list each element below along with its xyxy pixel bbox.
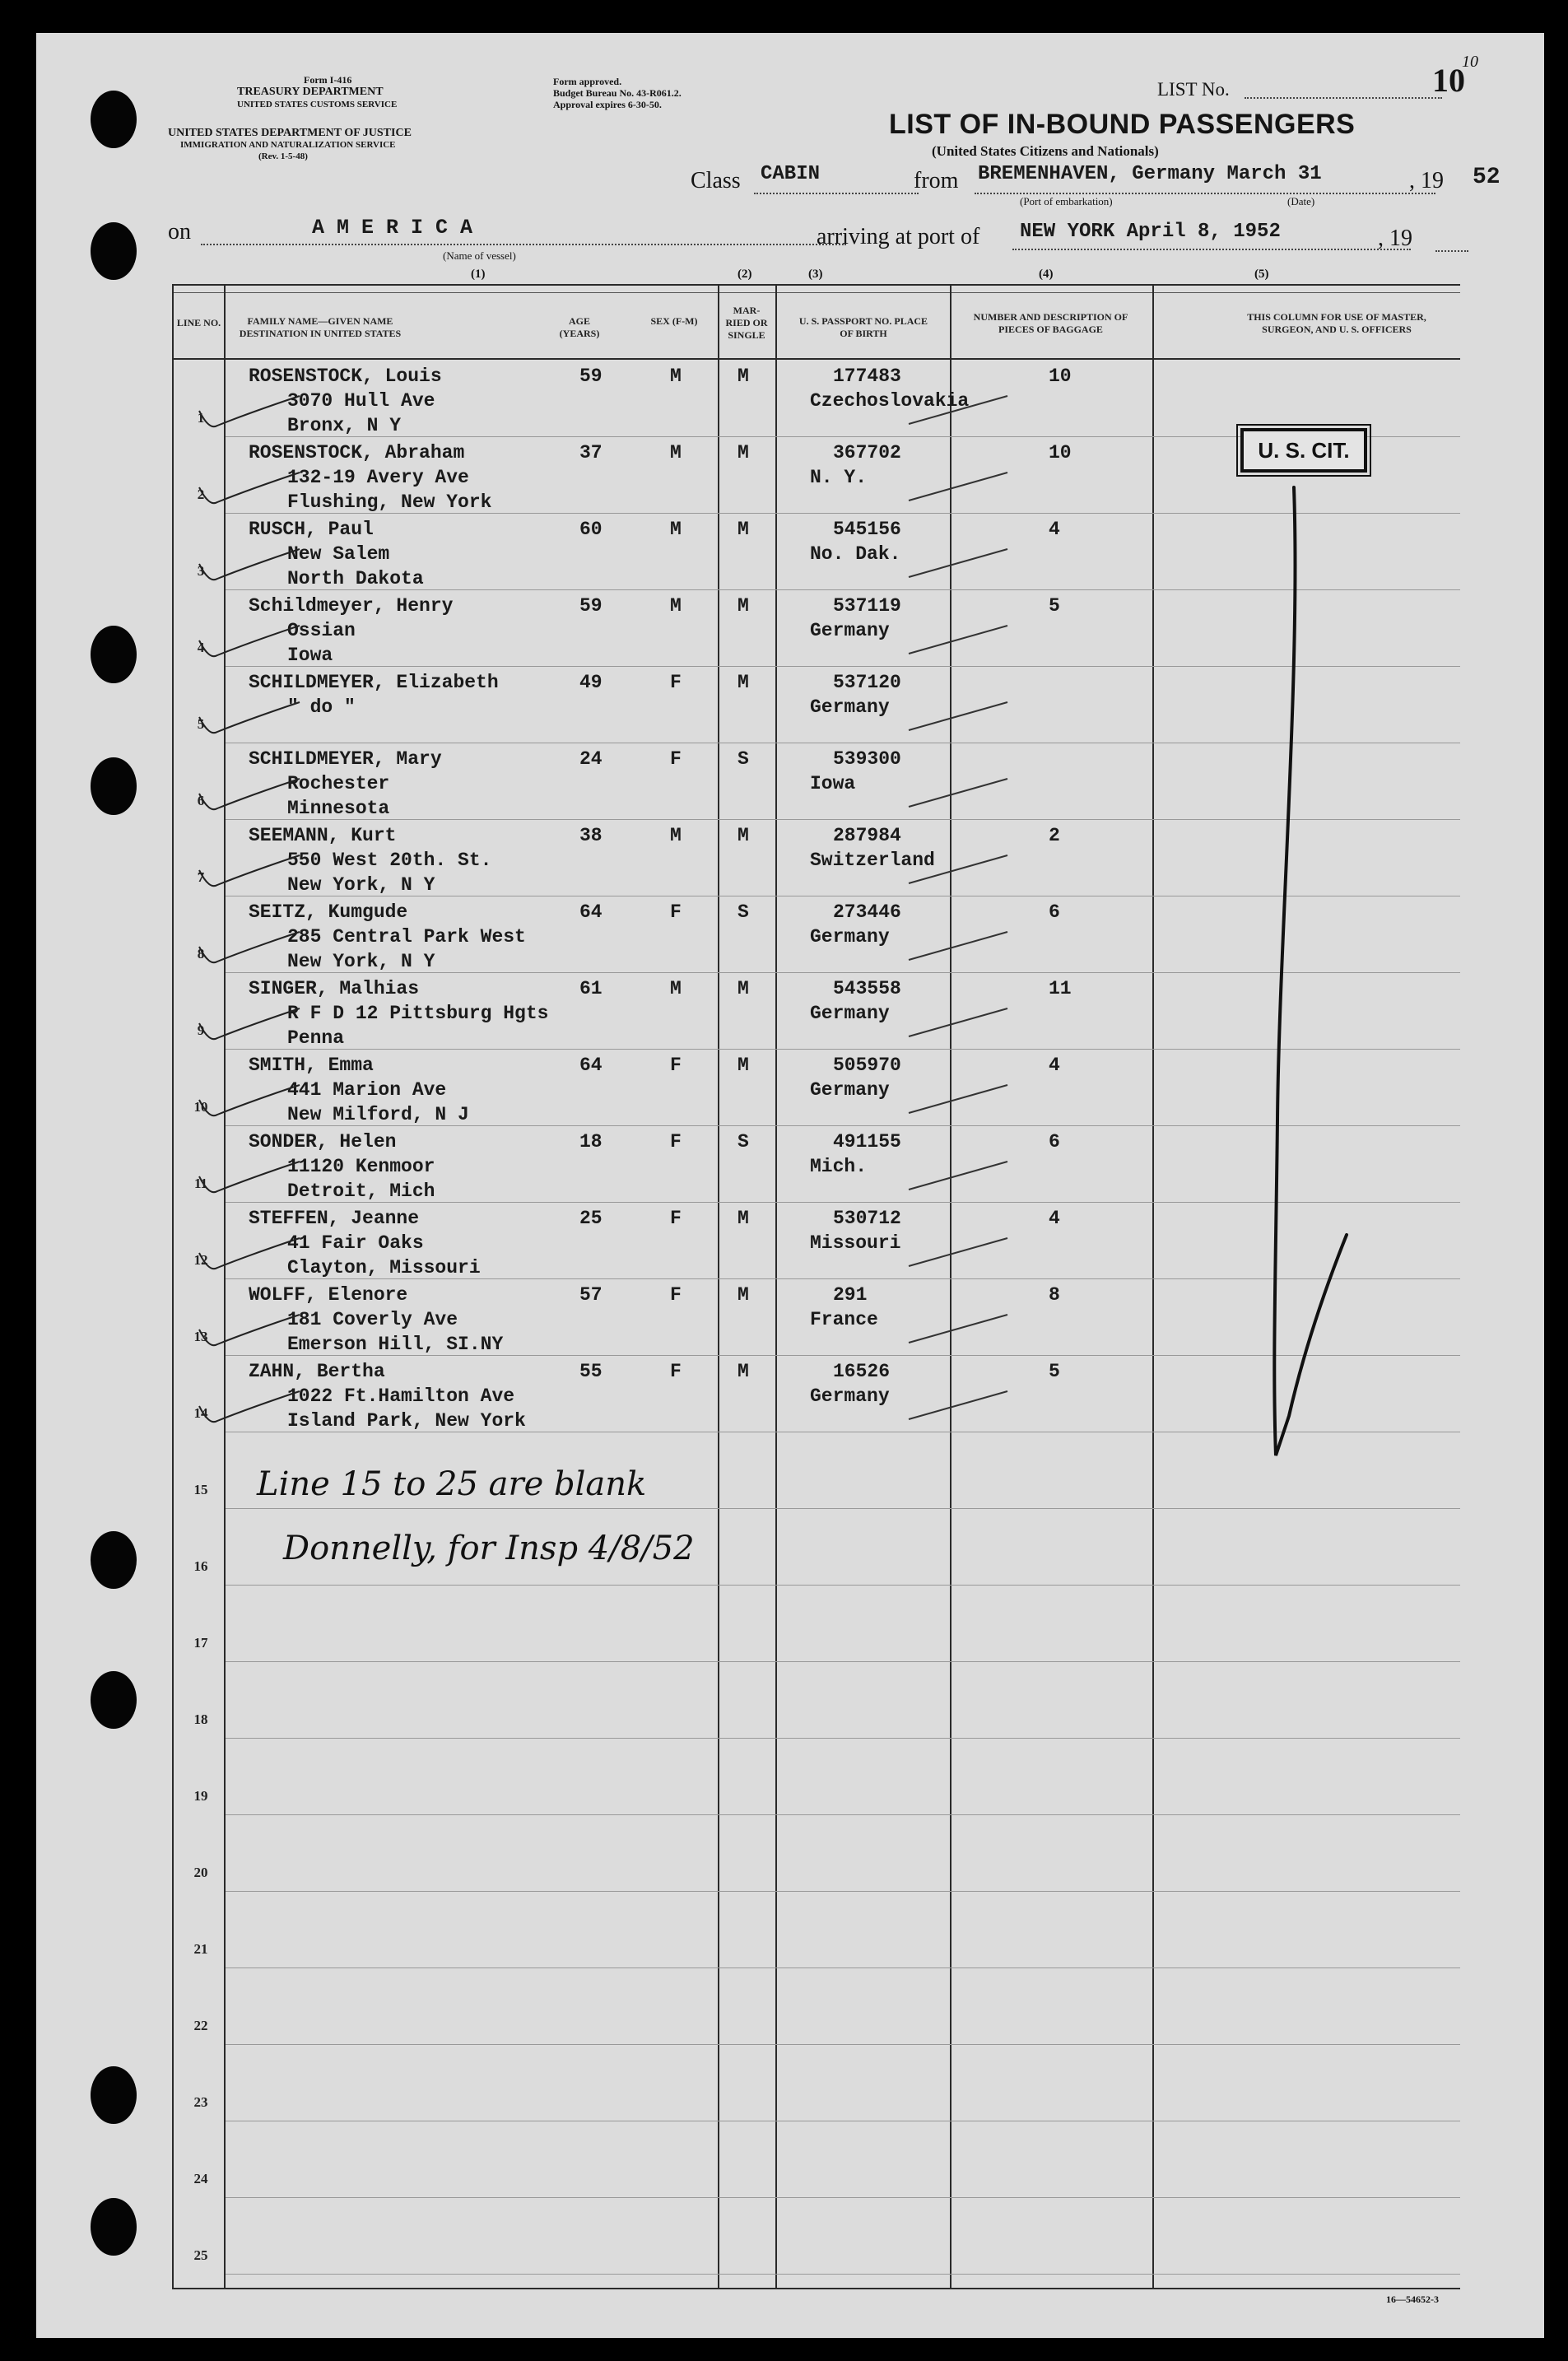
tick-mark bbox=[199, 1162, 300, 1192]
treasury-department: TREASURY DEPARTMENT bbox=[237, 86, 384, 98]
tick-mark bbox=[909, 1008, 1007, 1036]
passenger-sex: F bbox=[670, 1055, 682, 1076]
place-of-birth: Germany bbox=[810, 696, 890, 718]
passenger-age: 18 bbox=[579, 1131, 603, 1153]
tick-mark bbox=[909, 1085, 1007, 1113]
line-number: 6 bbox=[197, 793, 205, 808]
passenger-sex: F bbox=[670, 1284, 682, 1306]
tick-mark bbox=[909, 1391, 1007, 1419]
passenger-age: 60 bbox=[579, 519, 603, 540]
baggage-count: 10 bbox=[1049, 366, 1072, 387]
passenger-marital-status: S bbox=[737, 901, 749, 923]
passport-number: 543558 bbox=[833, 978, 901, 999]
list-no-handwritten: 10 bbox=[1462, 53, 1478, 71]
tick-mark bbox=[199, 396, 300, 426]
passenger-age: 64 bbox=[579, 901, 603, 923]
passport-number: 545156 bbox=[833, 519, 901, 540]
passenger-address: Iowa bbox=[287, 645, 333, 666]
footer-code: 16—54652-3 bbox=[1386, 2293, 1439, 2305]
place-of-birth: Czechoslovakia bbox=[810, 390, 970, 412]
passenger-sex: M bbox=[670, 442, 682, 463]
passenger-age: 61 bbox=[579, 978, 603, 999]
line-number: 1 bbox=[197, 410, 205, 426]
header-baggage: NUMBER AND DESCRIPTION OF PIECES OF BAGGAGE bbox=[973, 311, 1128, 335]
baggage-count: 5 bbox=[1049, 595, 1060, 617]
immigration-service: IMMIGRATION AND NATURALIZATION SERVICE bbox=[180, 140, 396, 150]
form-number: Form I-416 bbox=[304, 74, 352, 86]
line-number: 12 bbox=[193, 1252, 208, 1268]
line-number: 23 bbox=[193, 2094, 208, 2110]
place-of-birth: Mich. bbox=[810, 1156, 868, 1177]
tick-mark bbox=[199, 1085, 300, 1115]
year-prefix: , 19 bbox=[1409, 168, 1444, 193]
officer-check-mark bbox=[1221, 477, 1353, 1465]
header-line-no: LINE NO. bbox=[176, 317, 221, 328]
baggage-count: 6 bbox=[1049, 1131, 1060, 1153]
passenger-name: RUSCH, Paul bbox=[249, 519, 374, 540]
baggage-count: 2 bbox=[1049, 825, 1060, 846]
line-number: 3 bbox=[197, 563, 205, 579]
passenger-address: 550 West 20th. St. bbox=[287, 850, 492, 871]
baggage-count: 8 bbox=[1049, 1284, 1060, 1306]
line-number: 25 bbox=[193, 2247, 208, 2263]
passenger-age: 49 bbox=[579, 672, 603, 693]
line-number: 2 bbox=[197, 487, 205, 502]
binder-hole bbox=[91, 2198, 137, 2256]
handwritten-note: Line 15 to 25 are blank bbox=[257, 1465, 647, 1503]
line-number: 5 bbox=[197, 716, 205, 732]
passenger-marital-status: M bbox=[737, 825, 749, 846]
binder-hole bbox=[91, 626, 137, 683]
column-number: (4) bbox=[1039, 268, 1054, 281]
passenger-sex: F bbox=[670, 1361, 682, 1382]
place-of-birth: France bbox=[810, 1309, 878, 1330]
passenger-marital-status: M bbox=[737, 672, 749, 693]
passenger-sex: M bbox=[670, 978, 682, 999]
passenger-name: SCHILDMEYER, Elizabeth bbox=[249, 672, 499, 693]
passport-number: 177483 bbox=[833, 366, 901, 387]
customs-service: UNITED STATES CUSTOMS SERVICE bbox=[237, 100, 398, 109]
passenger-address: 1022 Ft.Hamilton Ave bbox=[287, 1385, 515, 1407]
passport-number: 537119 bbox=[833, 595, 901, 617]
from-label: from bbox=[914, 168, 959, 193]
tick-mark bbox=[199, 1008, 300, 1039]
column-number: (1) bbox=[471, 268, 486, 281]
embarkation-value: BREMENHAVEN, Germany March 31 bbox=[978, 163, 1322, 185]
passenger-sex: M bbox=[670, 519, 682, 540]
passenger-marital-status: S bbox=[737, 748, 749, 770]
passport-number: 537120 bbox=[833, 672, 901, 693]
passenger-address: 441 Marion Ave bbox=[287, 1079, 447, 1101]
passenger-address: Clayton, Missouri bbox=[287, 1257, 481, 1278]
passenger-marital-status: M bbox=[737, 978, 749, 999]
vessel-caption: (Name of vessel) bbox=[443, 249, 516, 262]
passport-number: 273446 bbox=[833, 901, 901, 923]
tick-mark bbox=[909, 396, 1007, 424]
baggage-count: 4 bbox=[1049, 519, 1060, 540]
handwritten-tick-marks bbox=[184, 361, 1172, 1513]
passenger-marital-status: M bbox=[737, 595, 749, 617]
passenger-marital-status: M bbox=[737, 1208, 749, 1229]
tick-mark bbox=[909, 473, 1007, 501]
tick-mark bbox=[909, 855, 1007, 883]
passport-number: 539300 bbox=[833, 748, 901, 770]
line-number: 10 bbox=[193, 1099, 208, 1115]
place-of-birth: Germany bbox=[810, 620, 890, 641]
passenger-name: WOLFF, Elenore bbox=[249, 1284, 408, 1306]
passenger-sex: F bbox=[670, 748, 682, 770]
passenger-age: 37 bbox=[579, 442, 603, 463]
passport-number: 16526 bbox=[833, 1361, 891, 1382]
line-number: 9 bbox=[197, 1022, 205, 1038]
passenger-address: Island Park, New York bbox=[287, 1410, 526, 1432]
date-caption: (Date) bbox=[1287, 195, 1315, 207]
passenger-name: SONDER, Helen bbox=[249, 1131, 397, 1153]
tick-mark bbox=[909, 932, 1007, 960]
passport-number: 530712 bbox=[833, 1208, 901, 1229]
place-of-birth: Iowa bbox=[810, 773, 856, 794]
passenger-marital-status: M bbox=[737, 442, 749, 463]
passenger-address: New Milford, N J bbox=[287, 1104, 469, 1125]
passenger-address: New York, N Y bbox=[287, 874, 435, 896]
passenger-marital-status: S bbox=[737, 1131, 749, 1153]
form-approved: Form approved. bbox=[553, 76, 622, 87]
arriving-label: arriving at port of bbox=[817, 224, 980, 249]
tick-mark bbox=[199, 932, 300, 962]
passport-number: 291 bbox=[833, 1284, 868, 1306]
binder-hole bbox=[91, 222, 137, 280]
tick-mark bbox=[909, 549, 1007, 577]
binder-hole bbox=[91, 757, 137, 815]
embarkation-caption: (Port of embarkation) bbox=[1020, 195, 1113, 207]
passenger-address: Flushing, New York bbox=[287, 491, 492, 513]
header-age: AGE (YEARS) bbox=[559, 315, 600, 339]
passenger-address: Minnesota bbox=[287, 798, 390, 819]
on-label: on bbox=[168, 219, 191, 244]
tick-mark bbox=[199, 473, 300, 503]
header-passport: U. S. PASSPORT NO. PLACE OF BIRTH bbox=[798, 315, 928, 339]
header-officers: THIS COLUMN FOR USE OF MASTER, SURGEON, AND U. S. OFFICERS bbox=[1247, 311, 1426, 335]
line-number: 20 bbox=[193, 1865, 208, 1880]
passenger-marital-status: M bbox=[737, 1361, 749, 1382]
baggage-count: 4 bbox=[1049, 1055, 1060, 1076]
passenger-marital-status: M bbox=[737, 1055, 749, 1076]
passenger-marital-status: M bbox=[737, 366, 749, 387]
arrival-value: NEW YORK April 8, 1952 bbox=[1020, 221, 1281, 243]
passenger-address: R F D 12 Pittsburg Hgts bbox=[287, 1003, 549, 1024]
line-number: 22 bbox=[193, 2018, 208, 2033]
passenger-age: 55 bbox=[579, 1361, 603, 1382]
passenger-address: Detroit, Mich bbox=[287, 1180, 435, 1202]
header-married: MAR- RIED OR SINGLE bbox=[725, 305, 768, 341]
place-of-birth: N. Y. bbox=[810, 467, 868, 488]
list-no-label: LIST No. bbox=[1157, 79, 1230, 100]
passenger-name: SINGER, Malhias bbox=[249, 978, 420, 999]
tick-mark bbox=[909, 702, 1007, 730]
tick-mark bbox=[199, 549, 300, 580]
place-of-birth: Germany bbox=[810, 1079, 890, 1101]
line-number: 21 bbox=[193, 1941, 208, 1957]
passenger-address: " do " bbox=[287, 696, 356, 718]
passenger-name: ZAHN, Bertha bbox=[249, 1361, 385, 1382]
passenger-name: Schildmeyer, Henry bbox=[249, 595, 454, 617]
passenger-name: SCHILDMEYER, Mary bbox=[249, 748, 442, 770]
passenger-sex: M bbox=[670, 595, 682, 617]
vessel-value: A M E R I C A bbox=[312, 216, 473, 240]
list-no-value: 10 bbox=[1432, 62, 1465, 99]
binder-hole bbox=[91, 1671, 137, 1729]
passenger-address: 11120 Kenmoor bbox=[287, 1156, 435, 1177]
tick-mark bbox=[909, 1162, 1007, 1190]
passenger-age: 59 bbox=[579, 595, 603, 617]
passenger-marital-status: M bbox=[737, 1284, 749, 1306]
passenger-sex: F bbox=[670, 672, 682, 693]
tick-mark bbox=[909, 626, 1007, 654]
line-number: 24 bbox=[193, 2171, 208, 2186]
line-number: 4 bbox=[197, 640, 205, 655]
place-of-birth: Switzerland bbox=[810, 850, 935, 871]
passenger-sex: M bbox=[670, 825, 682, 846]
tick-mark bbox=[909, 779, 1007, 807]
header-sex: SEX (F-M) bbox=[650, 315, 698, 327]
passenger-name: ROSENSTOCK, Louis bbox=[249, 366, 442, 387]
passport-number: 367702 bbox=[833, 442, 901, 463]
passenger-address: Penna bbox=[287, 1027, 345, 1049]
place-of-birth: Germany bbox=[810, 926, 890, 948]
justice-department: UNITED STATES DEPARTMENT OF JUSTICE bbox=[168, 127, 412, 139]
passenger-age: 59 bbox=[579, 366, 603, 387]
passport-number: 491155 bbox=[833, 1131, 901, 1153]
passenger-age: 57 bbox=[579, 1284, 603, 1306]
line-number: 13 bbox=[193, 1329, 208, 1344]
passenger-address: New York, N Y bbox=[287, 951, 435, 972]
tick-mark bbox=[199, 1238, 300, 1269]
document-page bbox=[36, 33, 1544, 2338]
tick-mark bbox=[199, 779, 300, 809]
tick-mark bbox=[909, 1315, 1007, 1343]
tick-mark bbox=[909, 1238, 1007, 1266]
year-value: 52 bbox=[1473, 165, 1501, 190]
passenger-sex: F bbox=[670, 1208, 682, 1229]
baggage-count: 6 bbox=[1049, 901, 1060, 923]
place-of-birth: Missouri bbox=[810, 1232, 901, 1254]
passenger-address: 41 Fair Oaks bbox=[287, 1232, 424, 1254]
form-revision: (Rev. 1-5-48) bbox=[258, 151, 308, 161]
passenger-name: SEITZ, Kumgude bbox=[249, 901, 408, 923]
budget-bureau: Budget Bureau No. 43-R061.2. bbox=[553, 87, 682, 99]
baggage-count: 4 bbox=[1049, 1208, 1060, 1229]
passenger-address: New Salem bbox=[287, 543, 390, 565]
line-number: 11 bbox=[193, 1176, 208, 1191]
passenger-age: 64 bbox=[579, 1055, 603, 1076]
passenger-sex: F bbox=[670, 1131, 682, 1153]
line-number: 18 bbox=[193, 1711, 208, 1727]
binder-hole bbox=[91, 1531, 137, 1589]
line-number: 16 bbox=[193, 1558, 208, 1574]
arrival-year-prefix: , 19 bbox=[1378, 226, 1412, 251]
tick-mark bbox=[199, 1391, 300, 1422]
passport-number: 505970 bbox=[833, 1055, 901, 1076]
line-number: 7 bbox=[197, 869, 205, 885]
page-subtitle: (United States Citizens and Nationals) bbox=[932, 143, 1159, 159]
passenger-name: SMITH, Emma bbox=[249, 1055, 374, 1076]
class-label: Class bbox=[691, 168, 741, 193]
baggage-count: 10 bbox=[1049, 442, 1072, 463]
line-number: 19 bbox=[193, 1788, 208, 1804]
passenger-marital-status: M bbox=[737, 519, 749, 540]
page-title: LIST OF IN-BOUND PASSENGERS bbox=[889, 109, 1356, 140]
passenger-address: North Dakota bbox=[287, 568, 424, 589]
passenger-age: 25 bbox=[579, 1208, 603, 1229]
passenger-address: Emerson Hill, SI.NY bbox=[287, 1334, 504, 1355]
passenger-age: 38 bbox=[579, 825, 603, 846]
us-citizen-stamp: U. S. CIT. bbox=[1240, 428, 1367, 473]
tick-mark bbox=[199, 626, 300, 656]
binder-hole bbox=[91, 91, 137, 148]
passenger-address: Rochester bbox=[287, 773, 390, 794]
place-of-birth: Germany bbox=[810, 1385, 890, 1407]
inspector-signature: Donnelly, for Insp 4/8/52 bbox=[283, 1530, 695, 1567]
column-number: (5) bbox=[1254, 268, 1269, 281]
passenger-address: 3070 Hull Ave bbox=[287, 390, 435, 412]
passenger-sex: M bbox=[670, 366, 682, 387]
column-number: (3) bbox=[808, 268, 823, 281]
passenger-sex: F bbox=[670, 901, 682, 923]
tick-mark bbox=[199, 855, 300, 886]
passenger-address: Bronx, N Y bbox=[287, 415, 402, 436]
passenger-age: 24 bbox=[579, 748, 603, 770]
place-of-birth: Germany bbox=[810, 1003, 890, 1024]
header-name: FAMILY NAME—GIVEN NAME DESTINATION IN UNITED STATES bbox=[239, 315, 402, 339]
passenger-address: Ossian bbox=[287, 620, 356, 641]
passenger-name: SEEMANN, Kurt bbox=[249, 825, 397, 846]
tick-mark bbox=[199, 702, 300, 733]
baggage-count: 5 bbox=[1049, 1361, 1060, 1382]
passenger-address: 285 Central Park West bbox=[287, 926, 526, 948]
passenger-name: STEFFEN, Jeanne bbox=[249, 1208, 420, 1229]
passenger-address: 181 Coverly Ave bbox=[287, 1309, 458, 1330]
binder-hole bbox=[91, 2066, 137, 2124]
line-number: 15 bbox=[193, 1482, 208, 1497]
place-of-birth: No. Dak. bbox=[810, 543, 901, 565]
approval-expires: Approval expires 6-30-50. bbox=[553, 99, 662, 110]
line-number: 17 bbox=[193, 1635, 208, 1651]
passenger-address: 132-19 Avery Ave bbox=[287, 467, 469, 488]
passenger-name: ROSENSTOCK, Abraham bbox=[249, 442, 465, 463]
class-value: CABIN bbox=[761, 163, 821, 185]
column-number: (2) bbox=[737, 268, 752, 281]
line-number: 14 bbox=[193, 1405, 208, 1421]
passport-number: 287984 bbox=[833, 825, 901, 846]
tick-mark bbox=[199, 1315, 300, 1345]
line-number: 8 bbox=[197, 946, 205, 962]
baggage-count: 11 bbox=[1049, 978, 1072, 999]
